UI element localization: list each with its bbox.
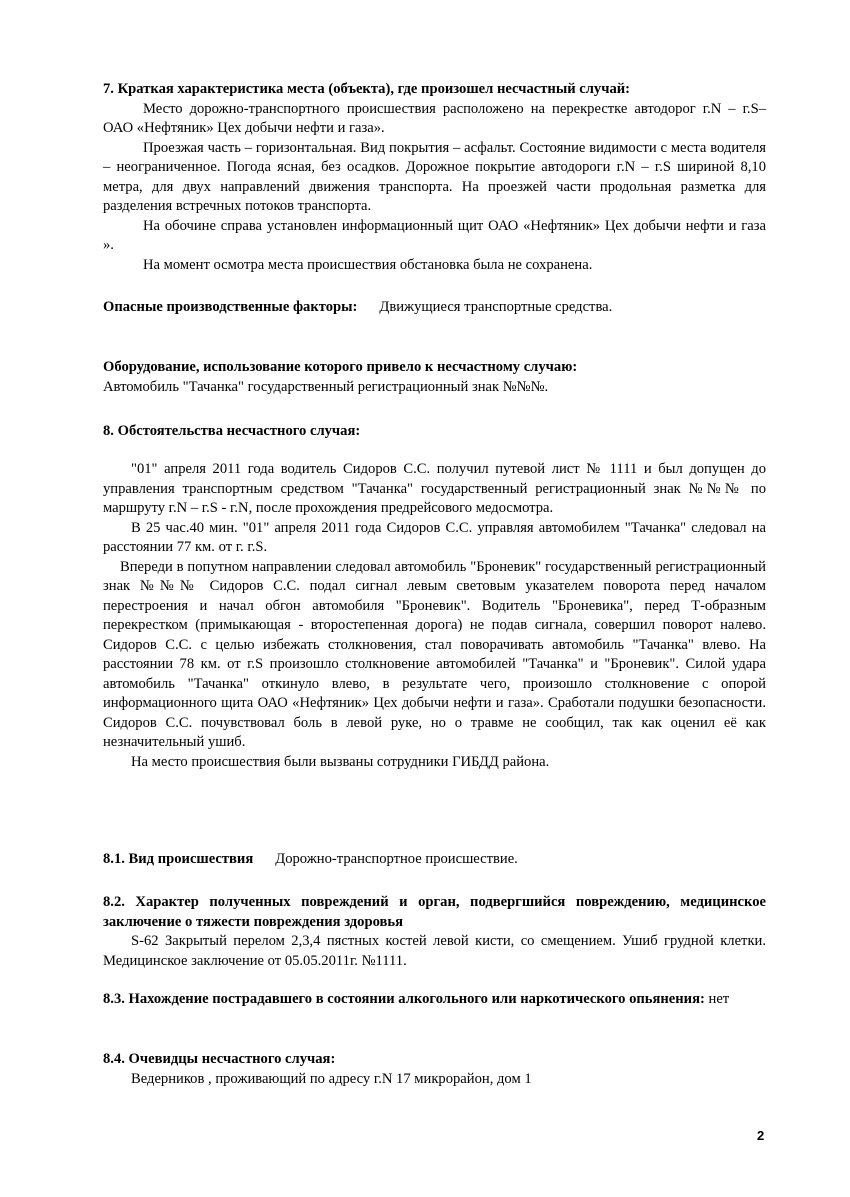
- equipment-value: Автомобиль "Тачанка" государственный регистрационный знак №№№.: [103, 378, 549, 395]
- equipment-label: Оборудование, использование которого привело к несчастному случаю:: [103, 359, 578, 375]
- hazards-value: Движущиеся транспортные средства.: [379, 299, 613, 315]
- section-7-paragraph: Проезжая часть – горизонтальная. Вид покрытия – асфальт. Состояние видимости с места водителя – неограниченное. Погода ясная, без осадков. Дорожное покрытие автодороги г.N – г.S шириной 8,10 метра, для двух направлений движения транспорта. На проезжей части продольная разметка для разделения встречных потоков транспорта.: [103, 139, 766, 214]
- section-8-3: [103, 990, 766, 1010]
- section-8-paragraph: "01" апреля 2011 года водитель Сидоров С.С. получил путевой лист № 1111 и был допущен до управления транспортным средством "Тачанка" государственный регистрационный знак №№№ по маршруту г.N – г.S - г.N, после прохождения предрейсового медосмотра.: [103, 461, 766, 516]
- page-number: 2: [757, 1128, 765, 1143]
- section-8-3-value: нет: [708, 991, 730, 1007]
- section-8-paragraph: Впереди в попутном направлении следовал автомобиль "Броневик" государственный регистрационный знак №№№ Сидоров С.С. подал сигнал левым световым указателем поворота перед началом перестроения и начал обгон автомобиля "Броневик". Водитель "Броневика", перед Т-образным перекрестком (примыкающая - второстепенная дорога) не подав сигнала, совершил поворот налево. Сидоров С.С. с целью избежать столкновения, стал поворачивать автомобиль "Тачанка" влево. На расстоянии 78 км. от г.S произошло столкновение автомобилей "Тачанка" и "Броневик". Силой удара автомобиль "Тачанка" откинуло влево, в результате чего, произошло столкновение с опорой информационного щита ОАО «Нефтяник» Цех добычи нефти и газа». Сработали подушки безопасности. Сидоров С.С. почувствовал боль в левой руке, но о травме не сообщил, так как оценил её как незначительный ушиб.: [103, 558, 766, 750]
- section-7-paragraph: Место дорожно-транспортного происшествия расположено на перекрестке автодорог г.N – г.S– ОАО «Нефтяник» Цех добычи нефти и газа».: [103, 100, 766, 136]
- hazards-row: [103, 298, 766, 318]
- section-8-heading-block: [103, 422, 766, 442]
- section-8-1-label: 8.1. Вид происшествия: [103, 851, 254, 867]
- section-8-paragraph: В 25 час.40 мин. "01" апреля 2011 года Сидоров С.С. управляя автомобилем "Тачанка" следовал на расстоянии 77 км. от г. г.S.: [103, 519, 766, 555]
- section-8-paragraph: На место происшествия были вызваны сотрудники ГИБДД района.: [131, 753, 550, 770]
- section-8-3-heading: 8.3. Нахождение пострадавшего в состоянии алкогольного или наркотического опьянения:: [103, 991, 705, 1007]
- section-8-1-value: Дорожно-транспортное происшествие.: [275, 851, 518, 867]
- section-7: [103, 80, 766, 275]
- section-8-4-value: Ведерников , проживающий по адресу г.N 17 микрорайон, дом 1: [131, 1070, 532, 1087]
- hazards-label: Опасные производственные факторы:: [103, 299, 358, 315]
- section-8-2-value: S-62 Закрытый перелом 2,3,4 пястных костей левой кисти, со смещением. Ушиб грудной клетки. Медицинское заключение от 05.05.2011г. №1111.: [103, 933, 766, 969]
- section-8-4: [103, 1050, 766, 1089]
- section-8-4-heading: 8.4. Очевидцы несчастного случая:: [103, 1051, 336, 1067]
- section-7-paragraph: На момент осмотра места происшествия обстановка была не сохранена.: [143, 256, 593, 273]
- section-7-heading: 7. Краткая характеристика места (объекта), где произошел несчастный случай:: [103, 81, 631, 97]
- section-8: [103, 460, 766, 772]
- section-7-paragraph: На обочине справа установлен информационный щит ОАО «Нефтяник» Цех добычи нефти и газа ».: [103, 217, 766, 253]
- equipment-block: [103, 358, 766, 397]
- section-8-2: [103, 893, 766, 971]
- section-8-1: [103, 850, 766, 870]
- section-8-heading: 8. Обстоятельства несчастного случая:: [103, 423, 361, 439]
- section-8-2-heading: 8.2. Характер полученных повреждений и орган, подвергшийся повреждению, медицинское заключение о тяжести повреждения здоровья: [103, 894, 766, 930]
